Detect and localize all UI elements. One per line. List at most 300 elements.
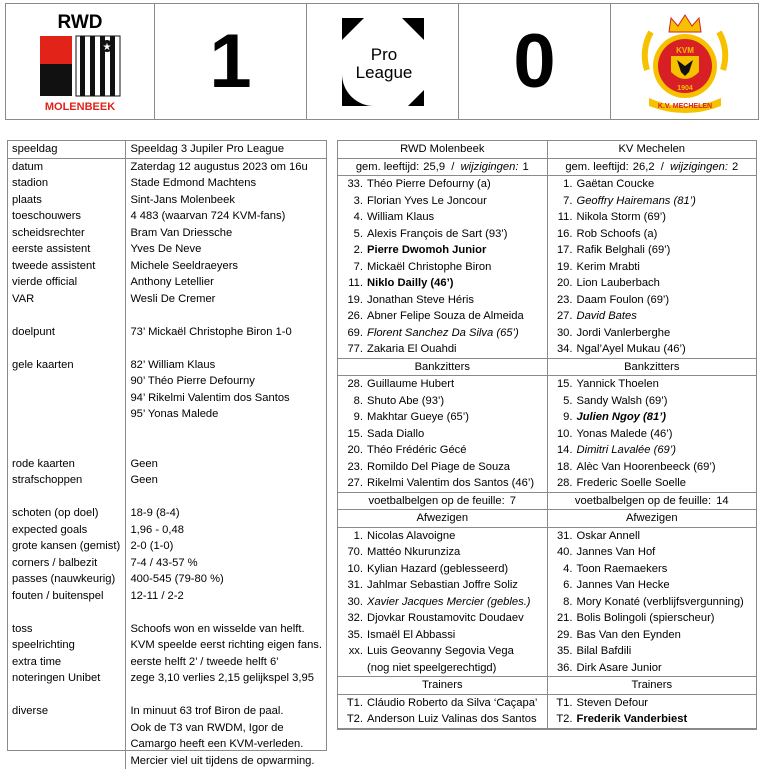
info-row [8,307,326,324]
info-row [8,175,326,192]
shirt-number: 20. [341,442,363,459]
info-key: doelpunt [8,324,126,341]
info-key [8,489,126,506]
info-key: fouten / buitenspel [8,588,126,605]
age-label: gem. leeftijd: [565,161,628,173]
away-logo-year: 1904 [677,85,693,92]
shirt-number: T2. [341,711,363,728]
shirt-number: 31. [341,577,363,594]
belgians-row [338,492,756,510]
player-name: Sada Diallo [367,428,424,440]
player-name: Anderson Luiz Valinas dos Santos [367,713,537,725]
info-value: 82’ William Klaus [126,357,326,374]
info-row [8,225,326,242]
player-cell [338,544,547,561]
player-name: Makhtar Gueye (65’) [367,411,469,423]
info-row [8,158,326,175]
bench-row [338,393,756,410]
separator: / [445,161,461,173]
shirt-number: 3. [341,193,363,210]
info-row [8,324,326,341]
shirt-number: 29. [551,627,573,644]
info-value: Michele Seeldraeyers [126,258,326,275]
player-cell [547,660,756,677]
info-row [8,571,326,588]
player-name: Shuto Abe (93’) [367,395,444,407]
player-cell [547,459,756,476]
away-score-cell [459,4,611,119]
shirt-number: 7. [341,259,363,276]
absent-row [338,577,756,594]
player-name: Pierre Dwomoh Junior [367,244,486,256]
player-name: Abner Felipe Souza de Almeida [367,310,524,322]
player-cell [338,459,547,476]
shirt-number: 9. [551,409,573,426]
info-key: schoten (op doel) [8,505,126,522]
player-cell [338,259,547,276]
age-row [338,158,756,176]
shirt-number: 2. [341,242,363,259]
trainers-header-cell: Trainers [547,677,756,695]
shirt-number: 20. [551,275,573,292]
rwd-molenbeek-logo [35,10,125,114]
player-name: Zakaria El Ouahdi [367,343,457,355]
player-name: Julien Ngoy (81’) [577,411,667,423]
team-header-cell: KV Mechelen [547,141,756,158]
info-value: Mercier viel uit tijdens de opwarming. [126,753,326,769]
player-cell [338,325,547,342]
player-cell [338,594,547,611]
player-name: Oskar Annell [577,530,640,542]
info-key: rode kaarten [8,456,126,473]
team-header [338,141,756,158]
absent-header [338,510,756,528]
info-key: tweede assistent [8,258,126,275]
info-key [8,307,126,324]
player-name: Jannes Van Hecke [577,579,670,591]
bench-row [338,409,756,426]
info-key [8,423,126,440]
shirt-number: 4. [341,209,363,226]
player-name: Jordi Vanlerberghe [577,327,671,339]
lineups-row [338,341,756,358]
info-value [126,439,326,456]
player-name: Rikelmi Valentim dos Santos (46’) [367,477,534,489]
info-key [8,390,126,407]
shirt-number: 23. [551,292,573,309]
info-value: 7-4 / 43-57 % [126,555,326,572]
shirt-number: 30. [341,594,363,611]
belgians-cell [338,492,547,510]
info-value: 400-545 (79-80 %) [126,571,326,588]
player-cell [547,711,756,728]
shirt-number: 10. [551,426,573,443]
lineups-row [338,308,756,325]
trainers-row [338,694,756,711]
player-cell [547,325,756,342]
shirt-number: 8. [551,594,573,611]
age-value: 25,9 [423,161,445,173]
absent-row [338,627,756,644]
svg-text:★: ★ [103,42,112,53]
player-cell [338,610,547,627]
absent-header-cell: Afwezigen [338,510,547,528]
shirt-number: 10. [341,561,363,578]
changes-label: wijzigingen: [461,161,519,173]
shirt-number: 5. [341,226,363,243]
absent-row [338,594,756,611]
bench-row [338,459,756,476]
info-value: 73’ Mickaël Christophe Biron 1-0 [126,324,326,341]
info-row [8,720,326,737]
info-key: VAR [8,291,126,308]
info-key [8,604,126,621]
shirt-number: T2. [551,711,573,728]
shirt-number: 69. [341,325,363,342]
player-cell [547,176,756,193]
lineups-row [338,325,756,342]
shirt-number: T1. [341,695,363,712]
age-label: gem. leeftijd: [356,161,419,173]
info-row [8,555,326,572]
shirt-number: 15. [551,376,573,393]
player-cell [547,561,756,578]
player-name: Geoffry Hairemans (81’) [577,195,696,207]
info-row [8,604,326,621]
player-name: Romildo Del Piage de Souza [367,461,510,473]
player-cell [547,409,756,426]
info-row [8,406,326,423]
player-cell [338,308,547,325]
bench-header [338,358,756,376]
info-key: extra time [8,654,126,671]
shirt-number: 70. [341,544,363,561]
shirt-number: T1. [551,695,573,712]
info-row [8,390,326,407]
player-name: Toon Raemaekers [577,563,668,575]
info-value: Stade Edmond Machtens [126,175,326,192]
bench-header-cell: Bankzitters [547,358,756,376]
player-cell [547,610,756,627]
kv-mechelen-logo [637,10,733,114]
player-name: Théo Pierre Defourny (a) [367,178,491,190]
info-key: speelrichting [8,637,126,654]
changes-value: 2 [732,161,738,173]
info-value: Anthony Letellier [126,274,326,291]
belgians-cell [547,492,756,510]
info-row [8,340,326,357]
info-row [8,538,326,555]
player-name: Luis Geovanny Segovia Vega [367,645,514,657]
info-key: toeschouwers [8,208,126,225]
lineups-row [338,259,756,276]
player-name: Florian Yves Le Joncour [367,195,487,207]
player-cell [547,259,756,276]
info-key: corners / balbezit [8,555,126,572]
player-name: Rafik Belghali (69’) [577,244,671,256]
player-name: Jannes Van Hof [577,546,656,558]
player-cell [338,209,547,226]
player-cell [547,226,756,243]
player-cell [547,393,756,410]
info-value: 18-9 (8-4) [126,505,326,522]
player-cell [547,193,756,210]
info-key: stadion [8,175,126,192]
info-row [8,736,326,753]
info-row [8,141,326,158]
player-cell [338,226,547,243]
bench-row [338,376,756,393]
info-row [8,291,326,308]
player-cell [338,341,547,358]
absent-header-cell: Afwezigen [547,510,756,528]
bench-header-cell: Bankzitters [338,358,547,376]
info-value: 4 483 (waarvan 724 KVM-fans) [126,208,326,225]
trainers-row [338,711,756,728]
player-name: Ismaël El Abbassi [367,629,455,641]
player-name: Yonas Malede (46’) [577,428,673,440]
lineups-row [338,176,756,193]
player-name: William Klaus [367,211,434,223]
shirt-number: 14. [551,442,573,459]
lineups-row [338,226,756,243]
info-key: plaats [8,192,126,209]
shirt-number: 32. [341,610,363,627]
player-cell [338,711,547,728]
info-key [8,406,126,423]
info-value: Speeldag 3 Jupiler Pro League [126,141,326,158]
info-key: noteringen Unibet [8,670,126,687]
player-cell [338,242,547,259]
info-row [8,654,326,671]
player-name: Kylian Hazard (geblesseerd) [367,563,508,575]
info-value: zege 3,10 verlies 2,15 gelijkspel 3,95 [126,670,326,687]
info-row [8,472,326,489]
player-cell [547,594,756,611]
lineups-row [338,209,756,226]
player-cell [547,292,756,309]
player-cell [338,292,547,309]
shirt-number: 34. [551,341,573,358]
info-value [126,604,326,621]
info-row [8,423,326,440]
player-name: Nikola Storm (69’) [577,211,667,223]
age-cell [547,158,756,176]
info-row [8,456,326,473]
player-cell [547,308,756,325]
info-key [8,439,126,456]
player-name: Guillaume Hubert [367,378,454,390]
player-cell [547,475,756,492]
pro-league-logo [338,14,428,110]
player-cell [338,475,547,492]
match-info-table [7,140,327,751]
shirt-number: 40. [551,544,573,561]
player-cell [338,275,547,292]
trainers-header [338,677,756,695]
player-name: Lion Lauberbach [577,277,660,289]
player-cell [547,341,756,358]
match-header [5,3,759,120]
shirt-number: 36. [551,660,573,677]
away-logo-text-bottom: K.V. MECHELEN [657,103,711,110]
info-value: 12-11 / 2-2 [126,588,326,605]
shirt-number: 19. [341,292,363,309]
info-key: datum [8,158,126,175]
info-value: Bram Van Driessche [126,225,326,242]
player-cell [338,376,547,393]
age-value: 26,2 [633,161,655,173]
info-key: speeldag [8,141,126,158]
info-row [8,505,326,522]
info-key: vierde official [8,274,126,291]
player-name: Sandy Walsh (69’) [577,395,668,407]
changes-value: 1 [522,161,528,173]
info-key: gele kaarten [8,357,126,374]
player-name: Mory Konaté (verblijfsvergunning) [577,596,744,608]
shirt-number: 11. [551,209,573,226]
player-name: Frederik Vanderbiest [577,713,688,725]
shirt-number: 23. [341,459,363,476]
shirt-number: 15. [341,426,363,443]
info-value: 95’ Yonas Malede [126,406,326,423]
player-cell [547,376,756,393]
shirt-number: 30. [551,325,573,342]
player-cell [338,561,547,578]
league-logo-line1: Pro [370,45,396,64]
info-key [8,373,126,390]
player-cell [547,527,756,544]
info-row [8,192,326,209]
info-row [8,637,326,654]
player-name: Dimitri Lavalée (69’) [577,444,676,456]
info-value: 2-0 (1-0) [126,538,326,555]
player-name: Nicolas Alavoigne [367,530,455,542]
shirt-number: 16. [551,226,573,243]
home-logo-cell [6,4,155,119]
info-key [8,340,126,357]
shirt-number: 6. [551,577,573,594]
shirt-number: 18. [551,459,573,476]
player-cell [547,426,756,443]
player-name: Daam Foulon (69’) [577,294,670,306]
info-value: KVM speelde eerst richting eigen fans. [126,637,326,654]
shirt-number: 1. [341,528,363,545]
player-name: Bolis Bolingoli (spierscheur) [577,612,715,624]
away-score: 0 [513,18,555,105]
player-name: Mickaël Christophe Biron [367,261,491,273]
info-key [8,736,126,753]
info-row [8,687,326,704]
home-score: 1 [209,18,251,105]
player-name: Mattéo Nkurunziza [367,546,460,558]
info-value: Geen [126,472,326,489]
player-cell [338,643,547,660]
lineups-row [338,242,756,259]
info-value: eerste helft 2’ / tweede helft 6’ [126,654,326,671]
info-value: 90’ Théo Pierre Defourny [126,373,326,390]
shirt-number: 31. [551,528,573,545]
info-row [8,588,326,605]
info-key [8,687,126,704]
info-key: eerste assistent [8,241,126,258]
info-row [8,258,326,275]
player-cell [547,275,756,292]
info-row [8,703,326,720]
player-cell [338,176,547,193]
league-logo-line2: League [355,63,412,82]
player-name: Jahlmar Sebastian Joffre Soliz [367,579,518,591]
shirt-number: 4. [551,561,573,578]
player-name: Jonathan Steve Héris [367,294,474,306]
trainers-header-cell: Trainers [338,677,547,695]
shirt-number: xx. [341,643,363,660]
shirt-number: 28. [341,376,363,393]
shirt-number: 17. [551,242,573,259]
info-value: Zaterdag 12 augustus 2023 om 16u [126,158,326,175]
lineups-row [338,292,756,309]
shirt-number: 35. [341,627,363,644]
info-key: strafschoppen [8,472,126,489]
shirt-number: 27. [551,308,573,325]
bench-row [338,426,756,443]
player-name: Dirk Asare Junior [577,662,662,674]
player-name: Steven Defour [577,697,649,709]
bench-row [338,442,756,459]
info-value [126,687,326,704]
lineup-table [337,140,757,730]
belgians-label: voetbalbelgen op de feuille: [369,495,505,507]
player-cell [547,442,756,459]
info-value [126,340,326,357]
info-key: scheidsrechter [8,225,126,242]
info-key: passes (nauwkeurig) [8,571,126,588]
away-logo-text-top: KVM [676,46,694,55]
info-value: Schoofs won en wisselde van helft. [126,621,326,638]
info-row [8,357,326,374]
belgians-value: 14 [716,495,728,507]
shirt-number: 1. [551,176,573,193]
player-name: Djovkar Roustamovitc Doudaev [367,612,524,624]
player-cell [338,393,547,410]
player-name: Cláudio Roberto da Silva ‘Caçapa’ [367,697,537,709]
league-logo-cell [307,4,459,119]
player-name: Xavier Jacques Mercier (gebles.) [367,596,531,608]
info-row [8,274,326,291]
shirt-number: 19. [551,259,573,276]
belgians-value: 7 [510,495,516,507]
age-cell [338,158,547,176]
lineups-row [338,193,756,210]
info-row [8,241,326,258]
bench-row [338,475,756,492]
shirt-number: 7. [551,193,573,210]
lineup-rows [338,141,756,729]
player-cell [547,577,756,594]
changes-label: wijzigingen: [670,161,728,173]
player-cell [338,426,547,443]
home-score-cell [155,4,307,119]
absent-row [338,544,756,561]
player-cell [338,527,547,544]
info-rows [8,141,326,769]
player-name: Bilal Bafdili [577,645,632,657]
info-value [126,307,326,324]
player-cell [547,209,756,226]
player-cell [338,694,547,711]
info-key [8,753,126,769]
home-logo-text-bottom: MOLENBEEK [45,101,115,113]
